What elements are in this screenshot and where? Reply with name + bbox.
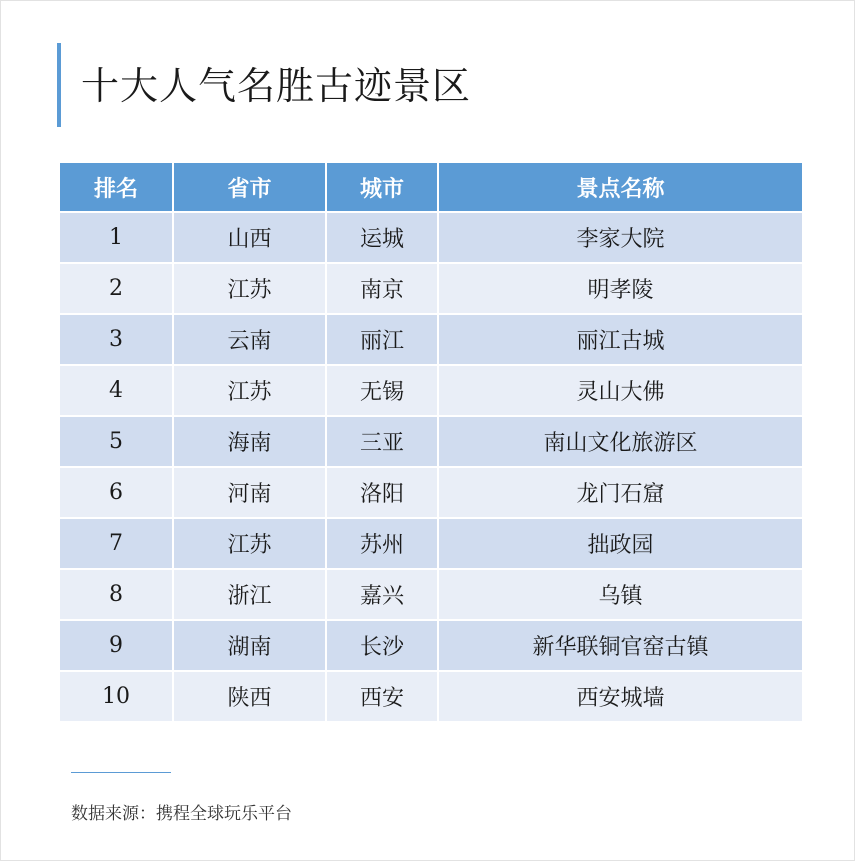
cell-city: 无锡 — [327, 366, 437, 415]
cell-rank: 2 — [60, 264, 172, 313]
table-row — [60, 519, 802, 568]
ranking-table — [58, 161, 804, 723]
table-row — [60, 417, 802, 466]
cell-rank: 4 — [60, 366, 172, 415]
cell-city: 西安 — [327, 672, 437, 721]
cell-province: 陕西 — [174, 672, 325, 721]
table-row — [60, 264, 802, 313]
cell-province: 河南 — [174, 468, 325, 517]
cell-province: 江苏 — [174, 519, 325, 568]
cell-city: 丽江 — [327, 315, 437, 364]
cell-city: 三亚 — [327, 417, 437, 466]
cell-rank: 1 — [60, 213, 172, 262]
cell-attraction: 乌镇 — [439, 570, 802, 619]
source-divider — [71, 772, 171, 773]
cell-rank: 7 — [60, 519, 172, 568]
cell-rank: 3 — [60, 315, 172, 364]
cell-province: 湖南 — [174, 621, 325, 670]
cell-province: 江苏 — [174, 366, 325, 415]
header-province: 省市 — [174, 163, 325, 211]
cell-city: 洛阳 — [327, 468, 437, 517]
cell-rank: 8 — [60, 570, 172, 619]
cell-attraction: 丽江古城 — [439, 315, 802, 364]
cell-province: 海南 — [174, 417, 325, 466]
cell-city: 长沙 — [327, 621, 437, 670]
page-title: 十大人气名胜古迹景区 — [81, 64, 472, 108]
cell-attraction: 拙政园 — [439, 519, 802, 568]
table-row — [60, 621, 802, 670]
cell-city: 运城 — [327, 213, 437, 262]
table-row — [60, 315, 802, 364]
cell-attraction: 明孝陵 — [439, 264, 802, 313]
cell-province: 云南 — [174, 315, 325, 364]
cell-attraction: 灵山大佛 — [439, 366, 802, 415]
data-source-note: 数据来源：携程全球玩乐平台 — [71, 804, 292, 824]
cell-city: 南京 — [327, 264, 437, 313]
table-row — [60, 366, 802, 415]
header-attraction: 景点名称 — [439, 163, 802, 211]
table-header-row — [60, 163, 802, 211]
cell-rank: 9 — [60, 621, 172, 670]
cell-attraction: 龙门石窟 — [439, 468, 802, 517]
table-row — [60, 672, 802, 721]
title-accent-bar — [57, 43, 61, 127]
table-row — [60, 468, 802, 517]
cell-rank: 5 — [60, 417, 172, 466]
cell-rank: 6 — [60, 468, 172, 517]
cell-attraction: 李家大院 — [439, 213, 802, 262]
header-rank: 排名 — [60, 163, 172, 211]
table-row — [60, 570, 802, 619]
cell-province: 山西 — [174, 213, 325, 262]
cell-province: 浙江 — [174, 570, 325, 619]
cell-attraction: 新华联铜官窑古镇 — [439, 621, 802, 670]
header-city: 城市 — [327, 163, 437, 211]
cell-province: 江苏 — [174, 264, 325, 313]
cell-city: 苏州 — [327, 519, 437, 568]
cell-attraction: 西安城墙 — [439, 672, 802, 721]
cell-city: 嘉兴 — [327, 570, 437, 619]
cell-rank: 10 — [60, 672, 172, 721]
table-row — [60, 213, 802, 262]
cell-attraction: 南山文化旅游区 — [439, 417, 802, 466]
